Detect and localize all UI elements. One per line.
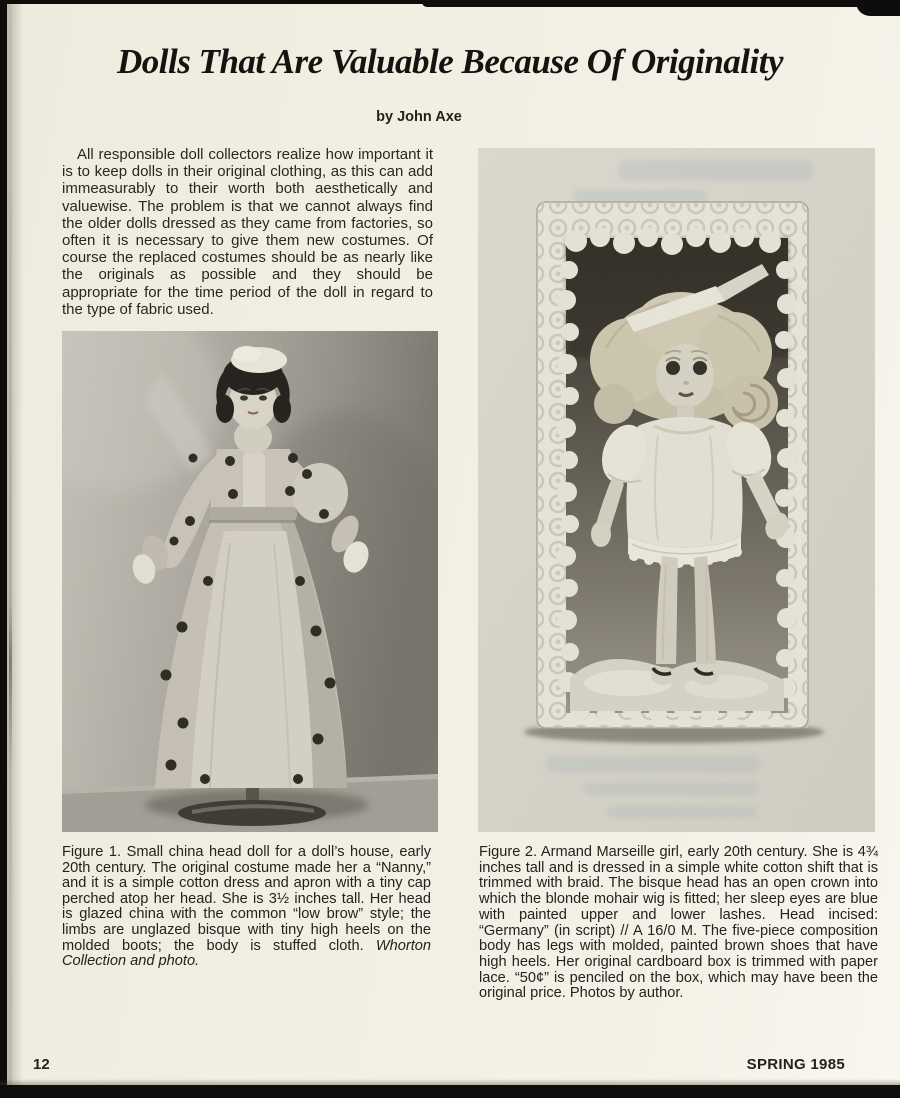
issue-date: SPRING 1985	[746, 1056, 845, 1073]
figure-1-credit: Whorton Collection and photo.	[62, 937, 431, 970]
article-title: Dolls That Are Valuable Because Of Originality	[116, 42, 783, 81]
doll-in-box-illustration	[478, 148, 875, 832]
page-binding-crease	[9, 0, 12, 1098]
figure-1-caption	[62, 845, 431, 970]
figure-2-caption-text: Figure 2. Armand Marseille girl, early 20th century. She is 4¾ inches tall and is dressed in a simple white cotton shift that is trimmed with braid. The bisque head has an open crown into which the blonde mohair wig is fitted; her sleep eyes are blue with painted upper and lower lashes. Head incised: “Germany” (in script) // A 16/0 M. The five-piece composition body has legs with molded, painted brown shoes that have high heels. Her original cardboard box is trimmed with paper lace. “50¢” is penciled on the box, which may have been the original price. Photos by author.	[479, 844, 878, 1002]
scan-edge-top-corner	[856, 0, 900, 16]
figure-2-photo	[478, 148, 875, 832]
figure-2-caption	[479, 845, 878, 1002]
scan-edge-left	[0, 0, 7, 1098]
figure-1-photo	[62, 331, 438, 832]
intro-paragraph: All responsible doll collectors realize how important it is to keep dolls in their original clothing, as this can add immeasurably to their worth both aesthetically and valuewise. The problem is that we cannot always find the older dolls dressed as they came from factories, so often it is necessary to give them new costumes. Of course the replaced costumes should be as nearly like the originals as possible and they should be appropriate for the time period of the doll in regard to the type of fabric used.	[62, 146, 433, 318]
page-number: 12	[33, 1056, 50, 1073]
figure-1-caption-text: Figure 1. Small china head doll for a doll’s house, early 20th century. The original costume made her a “Nanny,” and it is a simple cotton dress and apron with a tiny cap perched atop her head. She is 3½ inches tall. Her head is glazed china with the common “low brow” style; the limbs are unglazed bisque with tiny high heels on the molded boots; the body is stuffed cloth.	[62, 844, 431, 954]
byline: by John Axe	[376, 109, 462, 125]
scan-edge-top-right	[422, 0, 900, 7]
doll-on-stand-illustration	[62, 331, 438, 832]
scan-edge-bottom	[0, 1085, 900, 1098]
